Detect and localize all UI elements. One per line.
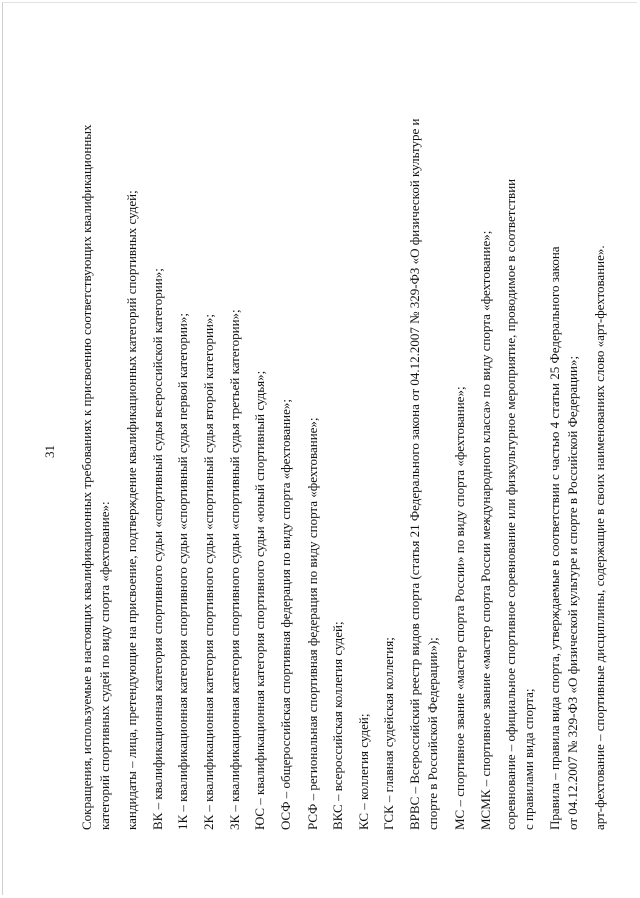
- definition-rsf: РСФ – региональная спортивная федерация по виду спорта «фехтование»;: [305, 417, 320, 830]
- definition-yus: ЮС – квалификационная категория спортивного судьи «юный спортивный судья»;: [252, 370, 267, 830]
- definition-competition-line-1: соревнование – официальное спортивное соревнование или физкультурное мероприятие, проводимое в соответствии: [503, 178, 518, 830]
- definition-gsk: ГСК – главная судейская коллегия;: [381, 637, 396, 830]
- definition-rules-line-2: от 04.12.2007 № 329-ФЗ «О физической культуре и спорте в Российской Федерации»;: [565, 355, 580, 830]
- definition-candidates: кандидаты – лица, претендующие на присвоение, подтверждение квалификационных категорий спортивных судей;: [124, 190, 139, 830]
- page-number: 31: [42, 445, 57, 458]
- intro-line-1: Сокращения, используемые в настоящих квалификационных требованиях к присвоению соответствующих квалификационных: [79, 124, 94, 830]
- intro-line-2: категорий спортивных судей по виду спорта «фехтование»:: [97, 501, 112, 830]
- definition-competition-line-2: с правилами вида спорта;: [521, 688, 536, 830]
- definition-1k: 1К – квалификационная категория спортивного судьи «спортивный судья первой категории»;: [175, 313, 190, 830]
- definition-rules-line-1: Правила – правила вида спорта, утверждаемые в соответствии с частью 4 статьи 25 Федерального закона: [547, 246, 562, 830]
- definition-2k: 2К – квалификационная категория спортивного судьи «спортивный судья второй категории»;: [201, 313, 216, 830]
- definition-vk: ВК – квалификационная категория спортивного судьи «спортивный судья всероссийской категории»;: [150, 268, 165, 830]
- definition-ms: МС – спортивное звание «мастер спорта России» по виду спорта «фехтование»;: [452, 386, 467, 830]
- definition-3k: 3К – квалификационная категория спортивного судьи «спортивный судья третьей категории»;: [227, 309, 242, 830]
- definition-vrvs-line-1: ВРВС – Всероссийский реестр видов спорта (статья 21 Федерального закона от 04.12.2007 № 329-ФЗ «О физической культуре и: [407, 118, 422, 830]
- definition-vks: ВКС – всероссийская коллегия судей;: [330, 621, 345, 830]
- definition-art-fencing: арт-фехтование – спортивные дисциплины, содержащие в своих наименованиях слово «арт-фехтование».: [592, 245, 607, 830]
- definition-msmk: МСМК – спортивное звание «мастер спорта России международного класса» по виду спорта «фехтование»;: [478, 230, 493, 830]
- definition-ks: КС – коллегия судей;: [356, 713, 371, 830]
- definition-vrvs-line-2: спорте в Российской Федерации»);: [425, 637, 440, 830]
- definition-osf: ОСФ – общероссийская спортивная федерация по виду спорта «фехтование»;: [278, 399, 293, 830]
